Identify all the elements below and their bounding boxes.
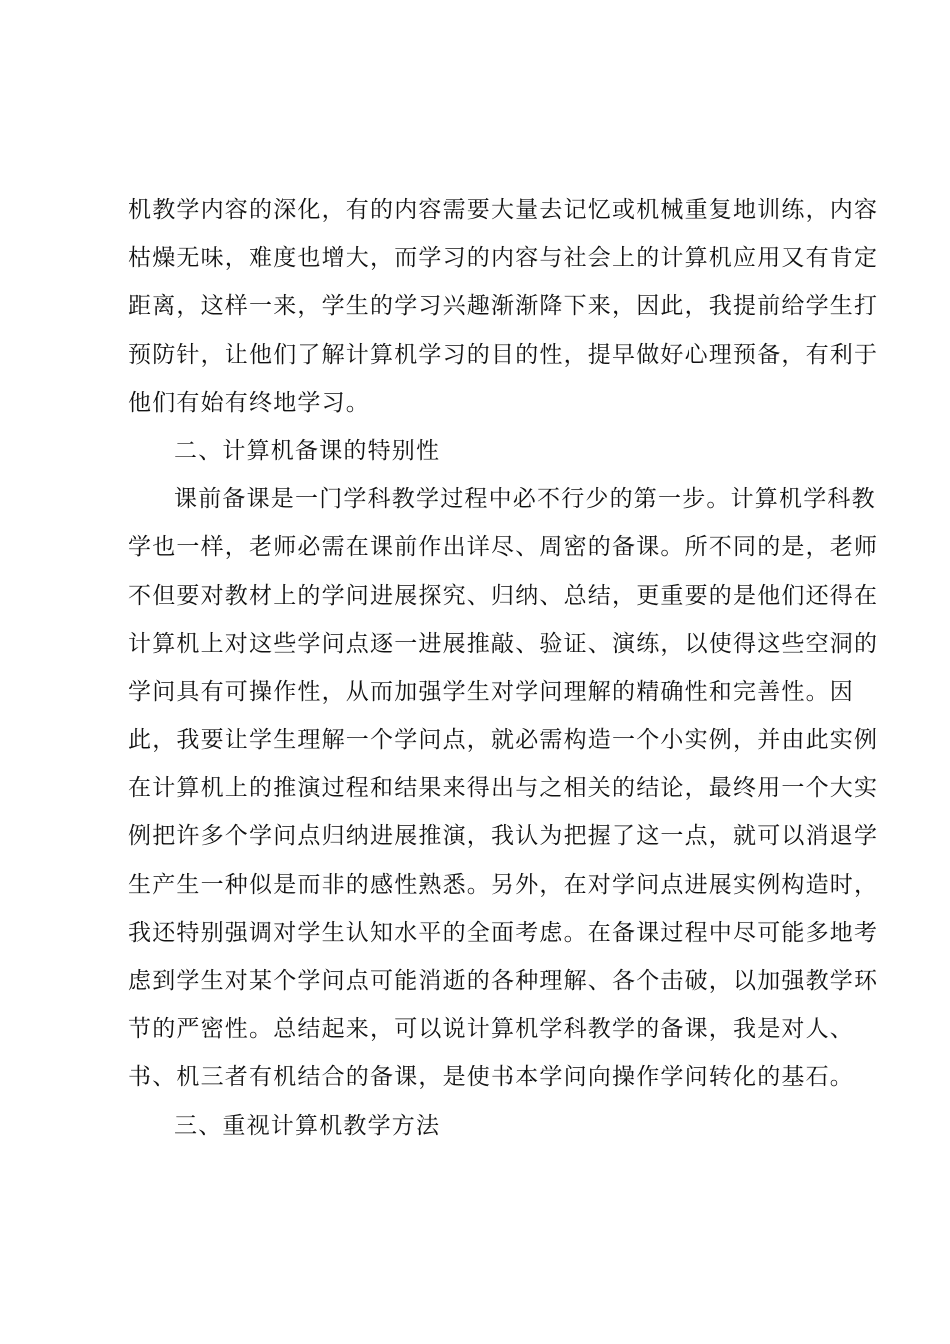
text-line: 例把许多个学问点归纳进展推演，我认为把握了这一点，就可以消退学 <box>128 823 879 850</box>
text-line: 学也一样，老师必需在课前作出详尽、周密的备课。所不同的是，老师 <box>128 534 879 561</box>
text-line: 不但要对教材上的学问进展探究、归纳、总结，更重要的是他们还得在 <box>128 582 879 609</box>
text-line: 我还特别强调对学生认知水平的全面考虑。在备课过程中尽可能多地考 <box>128 919 879 946</box>
section-heading-3: 三、重视计算机教学方法 <box>174 1112 441 1139</box>
text-line: 在计算机上的推演过程和结果来得出与之相关的结论，最终用一个大实 <box>128 775 879 802</box>
text-line: 生产生一种似是而非的感性熟悉。另外，在对学问点进展实例构造时， <box>128 871 879 898</box>
text-line: 距离，这样一来，学生的学习兴趣渐渐降下来，因此，我提前给学生打 <box>128 293 879 320</box>
text-line: 枯燥无味，难度也增大，而学习的内容与社会上的计算机应用又有肯定 <box>128 245 879 272</box>
text-line: 书、机三者有机结合的备课，是使书本学问向操作学问转化的基石。 <box>128 1064 854 1091</box>
text-line: 学问具有可操作性，从而加强学生对学问理解的精确性和完善性。因 <box>128 678 854 705</box>
section-heading-2: 二、计算机备课的特别性 <box>174 437 441 464</box>
text-line: 预防针，让他们了解计算机学习的目的性，提早做好心理预备，有利于 <box>128 341 879 368</box>
document-body <box>128 186 879 1150</box>
text-line: 节的严密性。总结起来，可以说计算机学科教学的备课，我是对人、 <box>128 1016 854 1043</box>
text-line: 课前备课是一门学科教学过程中必不行少的第一步。计算机学科教 <box>174 486 876 513</box>
text-line: 机教学内容的深化，有的内容需要大量去记忆或机械重复地训练，内容 <box>128 197 879 223</box>
text-line: 此，我要让学生理解一个学问点，就必需构造一个小实例，并由此实例 <box>128 727 879 754</box>
text-line: 计算机上对这些学问点逐一进展推敲、验证、演练，以使得这些空洞的 <box>128 630 879 657</box>
text-line: 他们有始有终地学习。 <box>128 389 370 416</box>
text-line: 虑到学生对某个学问点可能消逝的各种理解、各个击破，以加强教学环 <box>128 968 879 994</box>
